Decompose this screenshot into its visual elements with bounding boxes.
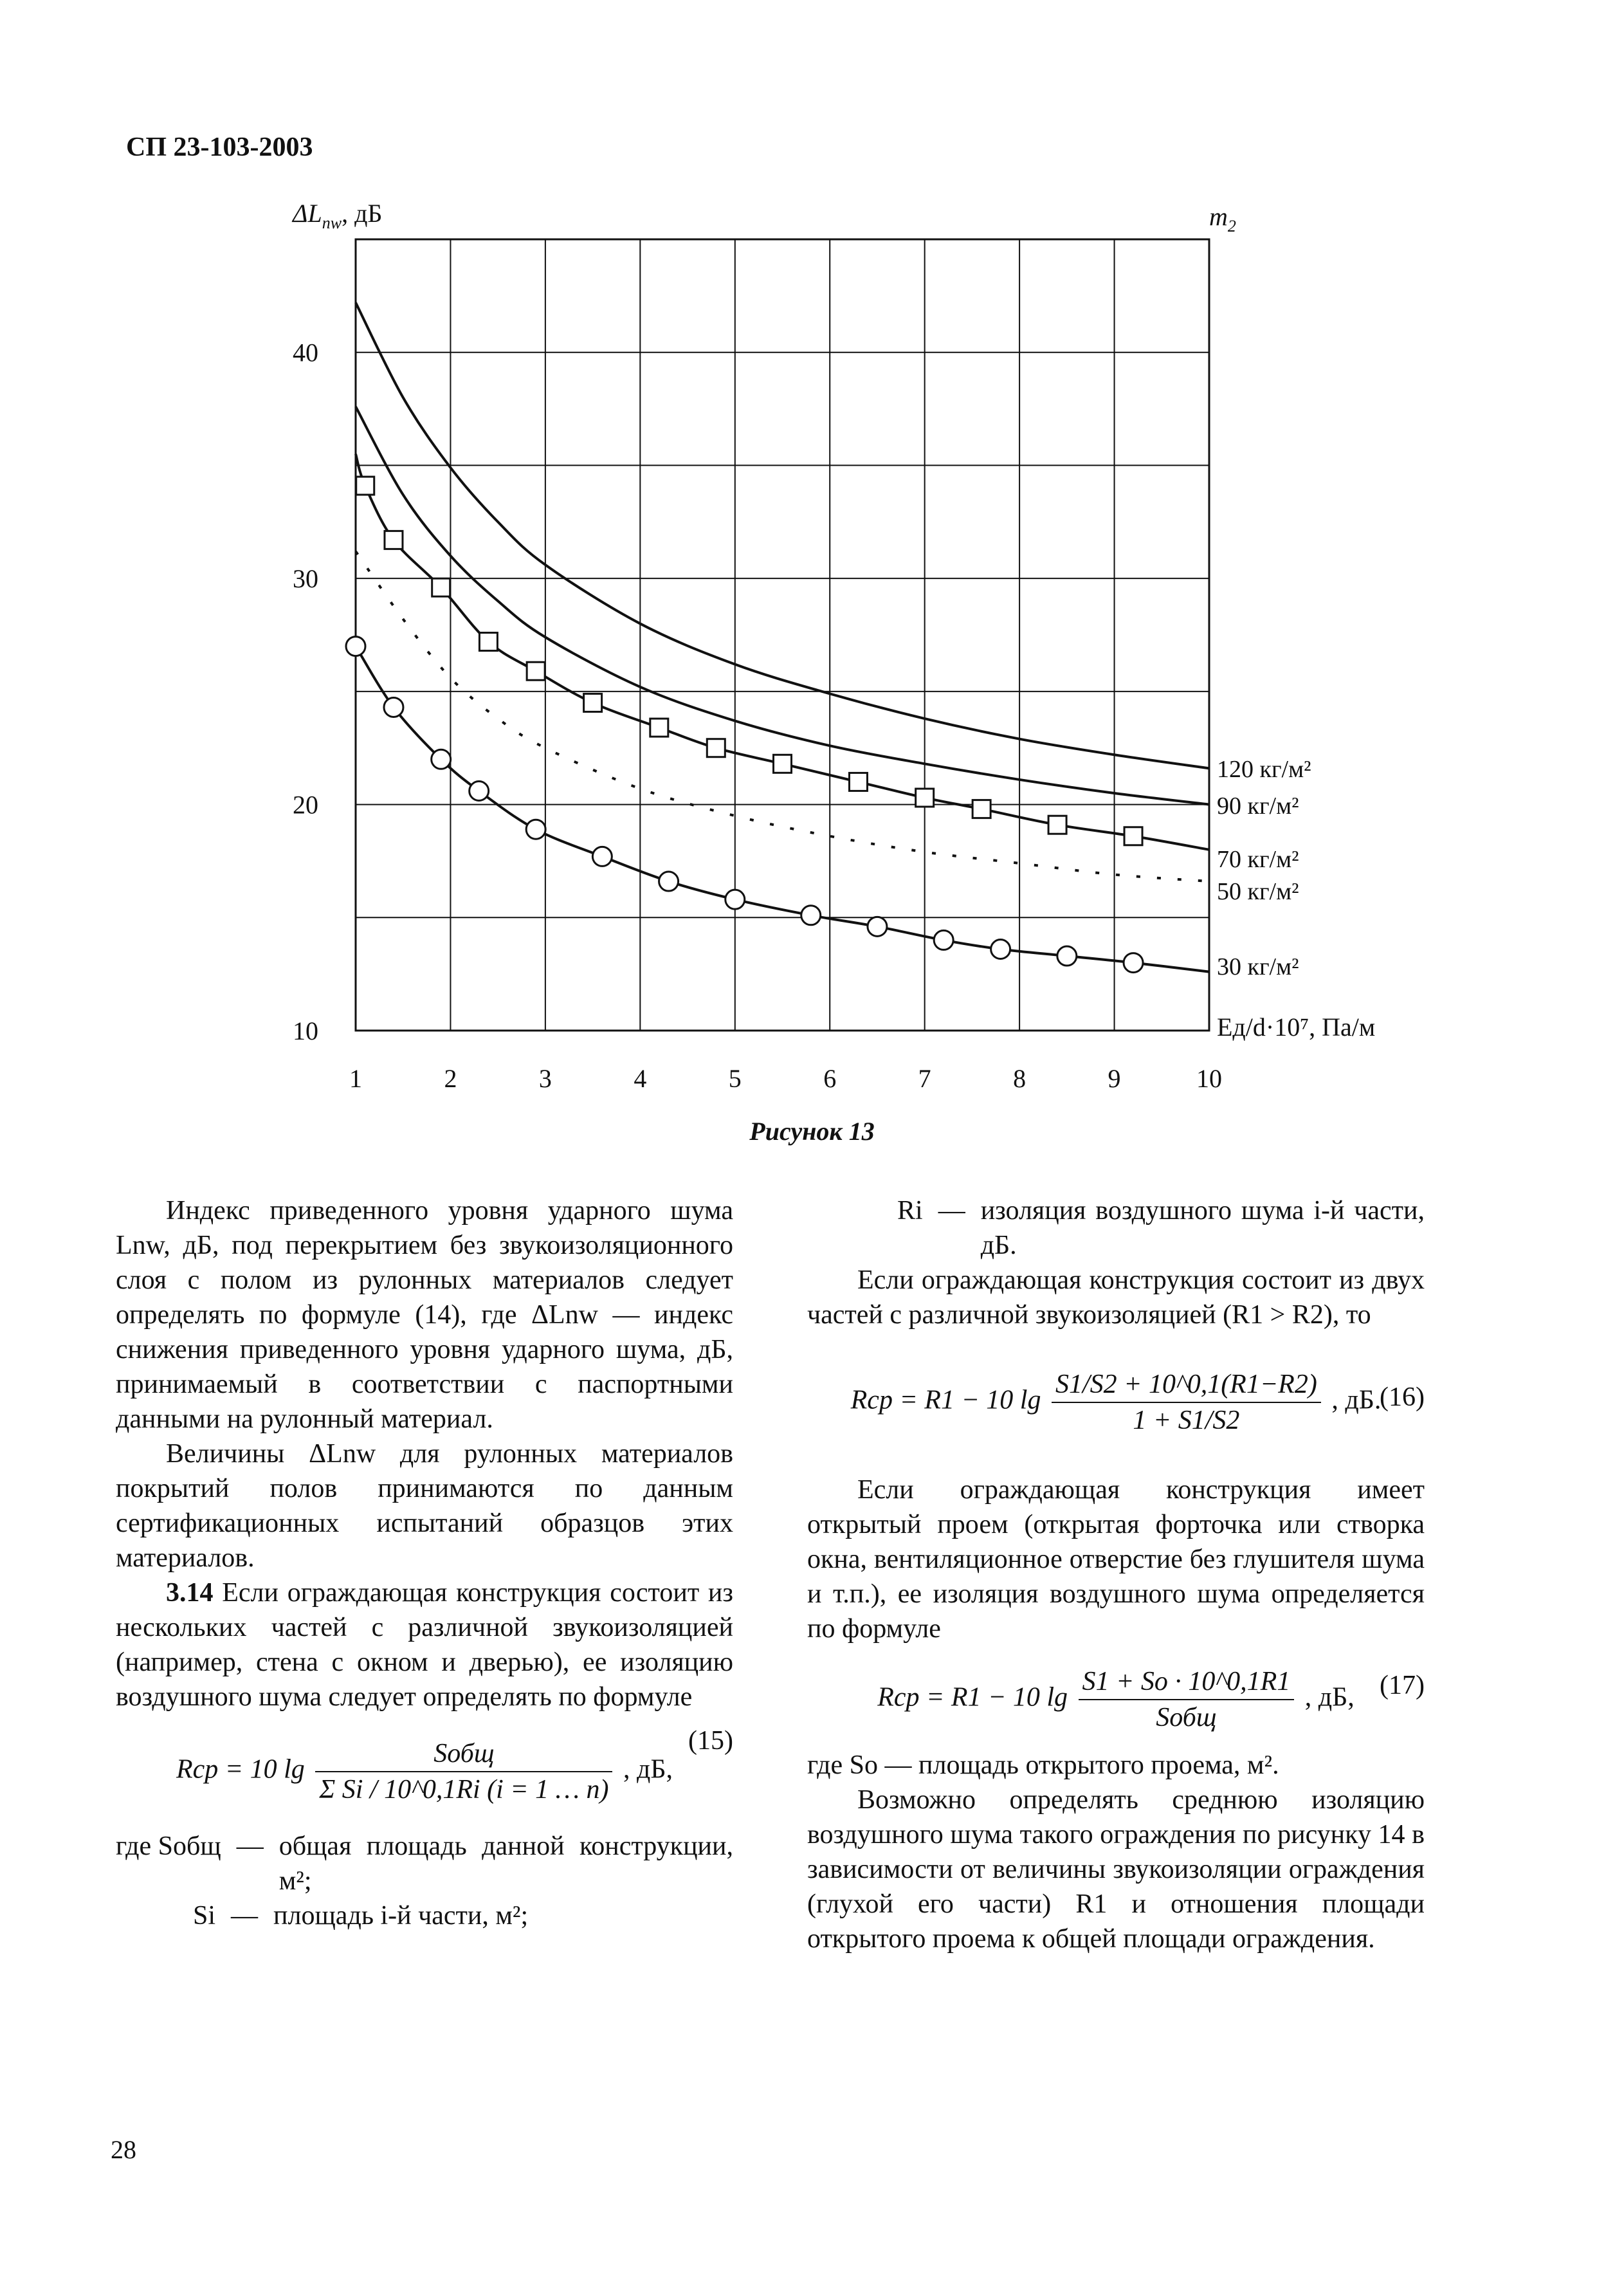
formula-17: Rср = R1 − 10 lg $\frac{S1 + Sо \cdot 10\^{}0,1R1}{\text{Sобщ}}$ , дБ, (17) <box>807 1655 1425 1739</box>
x-tick-label: 10 <box>1196 1064 1222 1093</box>
data-point-square <box>916 789 934 807</box>
paragraph-impact-noise-index: Индекс приведенного уровня ударного шума Lnw, дБ, под перекрытием без звукоизоляционного слоя с полом из рулонных материалов следует определять по формуле (14), где ΔLnw — индекс снижения приведенного уровня ударного шума, дБ, принимаемый в соответствии с паспортными данными на рулонный материал. <box>116 1196 733 1434</box>
data-point-square <box>432 578 450 596</box>
chart-ticks <box>293 338 1222 1093</box>
data-point-circle <box>432 749 451 769</box>
data-point-square <box>584 693 602 711</box>
series-line <box>356 407 1209 805</box>
formula-16: Rср = R1 − 10 lg $\frac{S1/S2 + 10\^{}0,1(R1-R2)}{1 + S1/S2}$ , дБ. (16) <box>807 1341 1425 1464</box>
clause-number: 3.14 <box>166 1578 214 1608</box>
x-tick-label: 9 <box>1108 1064 1121 1093</box>
x-tick-label: 2 <box>444 1064 457 1093</box>
chart-series <box>346 302 1311 980</box>
data-point-circle <box>991 939 1010 959</box>
data-point-circle <box>801 906 821 925</box>
x-axis-label: Eд/d·10⁷, Па/м <box>1217 1013 1376 1042</box>
y-tick-label: 40 <box>293 338 318 367</box>
series-line <box>356 551 1209 881</box>
paragraph-roll-materials: Величины ΔLnw для рулонных материалов покрытий полов принимаются по данным сертификационных испытаний образцов этих материалов. <box>116 1439 733 1573</box>
left-text-column <box>116 1193 733 1933</box>
formula-15-number: (15) <box>688 1726 733 1756</box>
curve-label: 30 кг/м² <box>1217 953 1299 980</box>
data-point-circle <box>592 847 612 866</box>
x-tick-label: 1 <box>349 1064 362 1093</box>
formula-17-number: (17) <box>1380 1671 1425 1700</box>
formula-15: Rср = 10 lg $\frac{\text{Sобщ}}{\text{Σ Si / 10\textasciicircum{}0,1Ri (i = 1 … n)}}$ , дБ, (15) <box>116 1723 733 1820</box>
series-line <box>356 647 1209 972</box>
paragraph-two-parts: Если ограждающая конструкция состоит из двух частей с различной звукоизоляцией (R1 > R2), то <box>807 1265 1425 1330</box>
definition-s-total: где Sобщ — общая площадь данной конструкции, м²; <box>116 1831 733 1896</box>
curve-label: 90 кг/м² <box>1217 793 1299 820</box>
right-axis-label: $m_2$ <box>1209 202 1236 235</box>
paragraph-3-14: 3.14 Если ограждающая конструкция состоит из нескольких частей с различной звукоизоляцией (например, стена с окном и дверью), ее изоляцию воздушного шума следует определять по формуле <box>116 1578 733 1712</box>
curve-label: 120 кг/м² <box>1217 756 1311 783</box>
data-point-square <box>972 800 990 818</box>
data-point-square <box>527 662 545 680</box>
data-point-circle <box>384 697 403 717</box>
data-point-circle <box>526 820 545 839</box>
data-point-square <box>849 773 867 791</box>
right-text-column <box>807 1193 1425 1956</box>
y-tick-label: 30 <box>293 564 318 594</box>
curve-label: 50 кг/м² <box>1217 878 1299 905</box>
formula-16-number: (16) <box>1380 1382 1425 1412</box>
data-point-circle <box>346 637 365 656</box>
x-tick-label: 5 <box>728 1064 742 1093</box>
data-point-square <box>356 477 374 495</box>
data-point-circle <box>934 930 953 950</box>
y-axis-label: $\Delta L_{nw}$, дБ <box>293 199 383 232</box>
curve-label: 70 кг/м² <box>1217 846 1299 873</box>
data-point-square <box>479 633 497 651</box>
data-point-circle <box>868 917 887 936</box>
x-tick-label: 3 <box>538 1064 552 1093</box>
x-tick-label: 4 <box>634 1064 647 1093</box>
paragraph-open-opening: Если ограждающая конструкция имеет открытый проем (открытая форточка или створка окна, вентиляционное отверстие без глушителя шума и т.п.), ее изоляция воздушного шума определяется по формуле <box>807 1475 1425 1644</box>
data-point-square <box>1048 816 1066 834</box>
data-point-square <box>707 739 725 757</box>
data-point-circle <box>470 781 489 800</box>
data-point-square <box>650 719 668 737</box>
definition-s-i: Si — площадь i-й части, м²; <box>193 1901 529 1931</box>
series-line <box>356 302 1209 768</box>
y-tick-label: 20 <box>293 790 318 820</box>
data-point-square <box>774 755 792 773</box>
x-tick-label: 8 <box>1013 1064 1026 1093</box>
figure-caption: Рисунок 13 <box>749 1117 875 1146</box>
x-tick-label: 6 <box>823 1064 837 1093</box>
data-point-square <box>385 531 403 549</box>
paragraph-figure-14-ref: Возможно определять среднюю изоляцию воздушного шума такого ограждения по рисунку 14 в зависимости от величины звукоизоляции ограждения (глухой его части) R1 и отношения площади открытого проема к общей площади ограждения. <box>807 1785 1425 1954</box>
data-point-circle <box>1057 946 1077 966</box>
data-point-circle <box>725 890 745 909</box>
document-code-header: СП 23-103-2003 <box>126 133 313 162</box>
data-point-circle <box>659 872 679 891</box>
data-point-circle <box>1124 953 1143 973</box>
definition-s-open: где Sо — площадь открытого проема, м². <box>807 1750 1279 1780</box>
y-tick-label: 10 <box>293 1016 318 1045</box>
definition-r-i: Ri — изоляция воздушного шума i-й части, дБ. <box>897 1196 1425 1260</box>
x-tick-label: 7 <box>918 1064 931 1093</box>
page-number: 28 <box>111 2135 136 2164</box>
data-point-square <box>1124 827 1142 845</box>
